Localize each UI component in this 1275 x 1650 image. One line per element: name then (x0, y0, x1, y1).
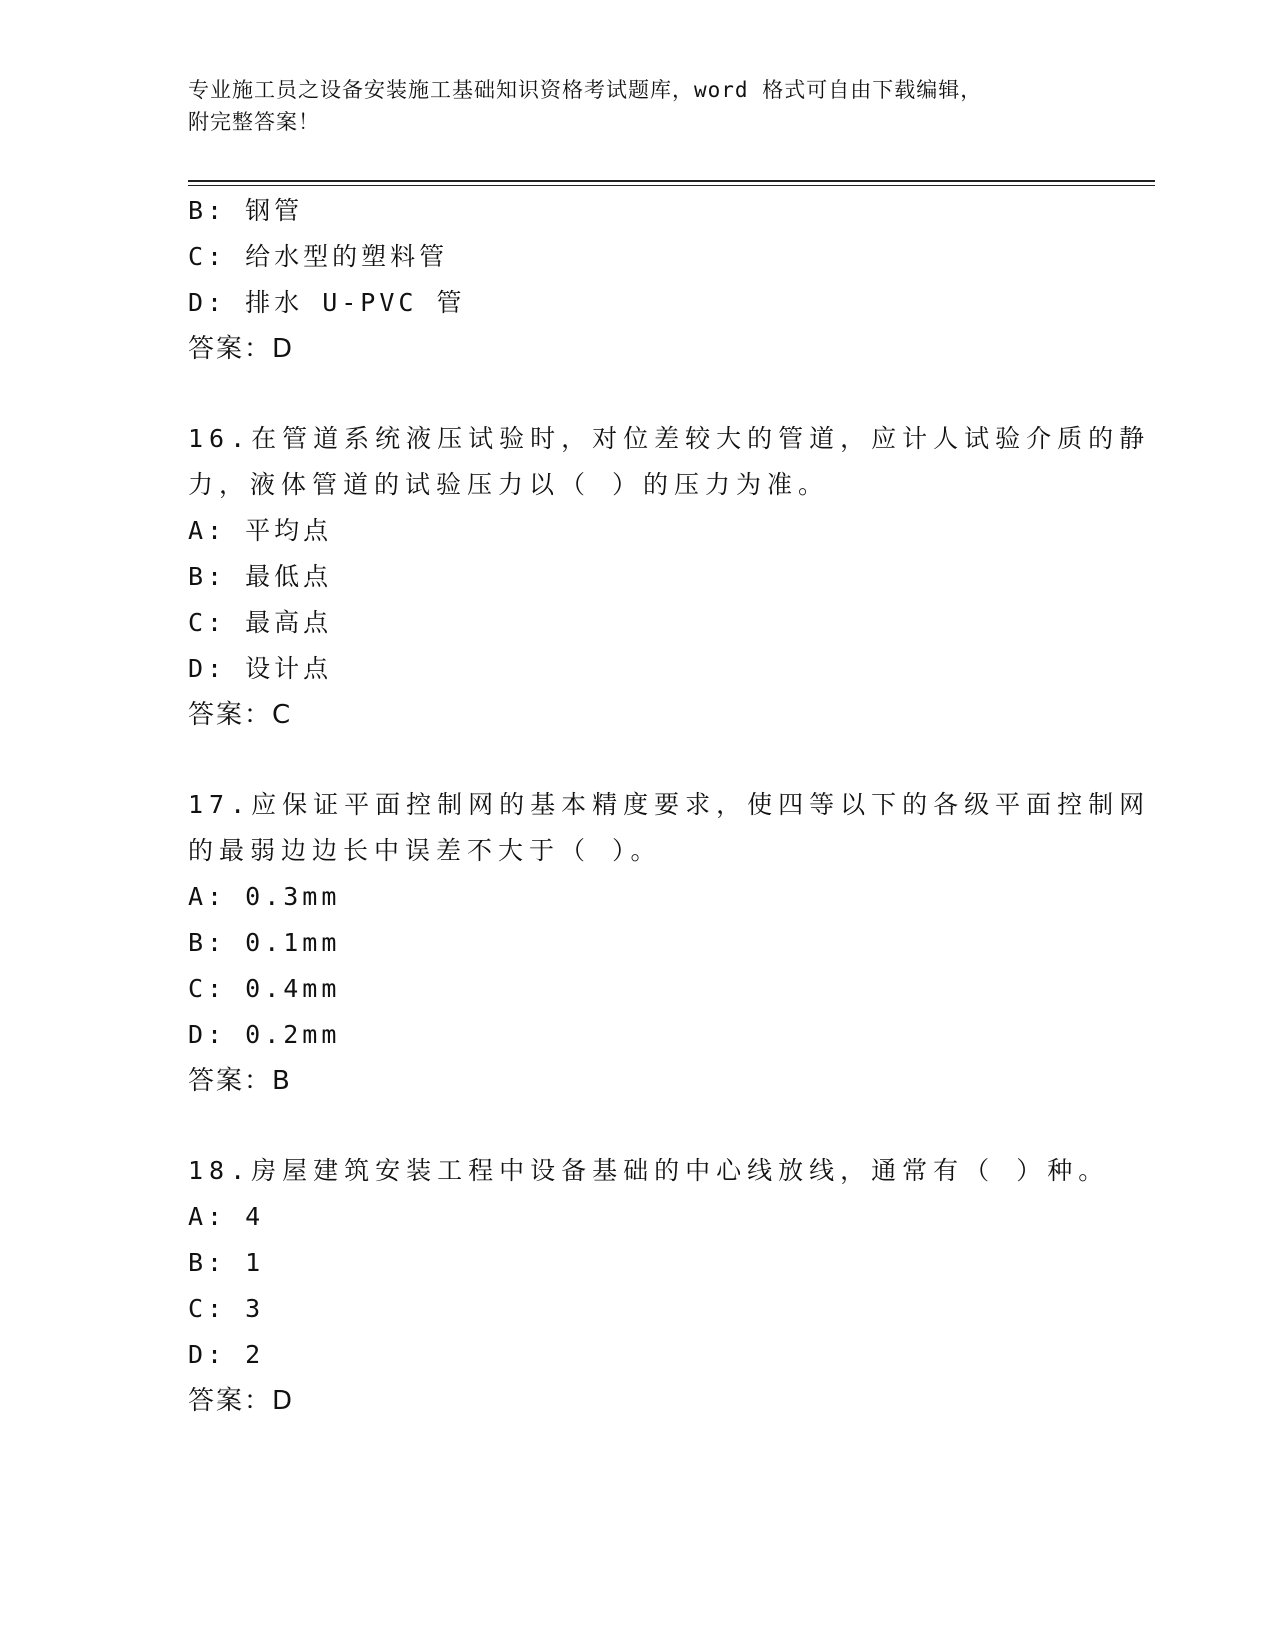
question-text-line-1: 18.房屋建筑安装工程中设备基础的中心线放线，通常有（ ）种。 (188, 1156, 1110, 1185)
option-d: D: 排水 U-PVC 管 (188, 288, 466, 317)
option-a: A: 4 (188, 1202, 265, 1231)
question-text-line-2: 的最弱边边长中误差不大于（ ）。 (188, 836, 662, 865)
option-d: D: 设计点 (188, 654, 333, 683)
spacer (188, 372, 1088, 416)
option-b: B: 最低点 (188, 562, 333, 591)
option-a: A: 0.3mm (188, 882, 341, 911)
option-d: D: 0.2mm (188, 1020, 341, 1049)
option-c: C: 最高点 (188, 608, 333, 637)
document-header (188, 74, 1088, 138)
header-rule-thick (188, 180, 1155, 182)
question-text-line-1: 16.在管道系统液压试验时，对位差较大的管道，应计人试验介质的静 (188, 424, 1151, 453)
answer-label: 答案：C (188, 700, 293, 730)
spacer (188, 1104, 1088, 1148)
question-list (188, 188, 1151, 1424)
option-c: C: 3 (188, 1294, 265, 1323)
header-rule-thin (188, 185, 1155, 186)
header-line-1: 专业施工员之设备安装施工基础知识资格考试题库，word 格式可自由下载编辑， (188, 78, 983, 102)
option-b: B: 1 (188, 1248, 265, 1277)
answer-label: 答案：D (188, 1386, 295, 1416)
header-line-2: 附完整答案！ (188, 110, 320, 134)
question-18 (188, 1148, 1110, 1424)
option-c: C: 给水型的塑料管 (188, 242, 449, 271)
question-15-continuation (188, 188, 1088, 372)
option-d: D: 2 (188, 1340, 265, 1369)
question-text-line-1: 17.应保证平面控制网的基本精度要求，使四等以下的各级平面控制网 (188, 790, 1151, 819)
answer-label: 答案：D (188, 334, 295, 364)
question-17 (188, 782, 1151, 1104)
question-text-line-2: 力，液体管道的试验压力以（ ）的压力为准。 (188, 470, 830, 499)
option-b: B: 0.1mm (188, 928, 341, 957)
option-c: C: 0.4mm (188, 974, 341, 1003)
spacer (188, 738, 1088, 782)
option-a: A: 平均点 (188, 516, 333, 545)
answer-label: 答案：B (188, 1066, 292, 1096)
option-b: B: 钢管 (188, 196, 304, 225)
question-16 (188, 416, 1151, 738)
